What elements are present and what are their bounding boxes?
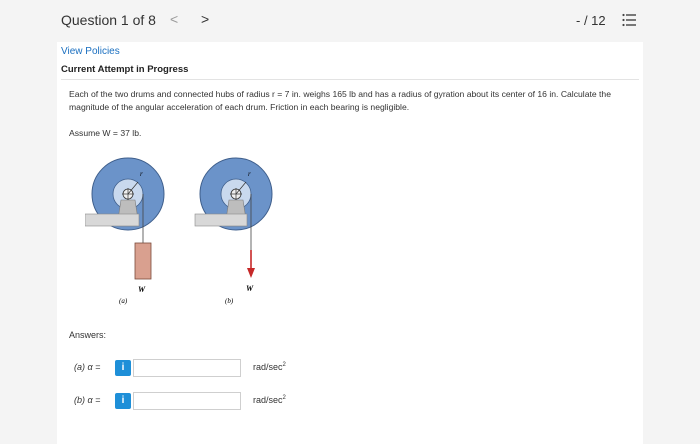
drum-b — [195, 158, 272, 250]
radius-label-b: r — [248, 170, 251, 178]
answer-input-b[interactable] — [133, 392, 241, 410]
unit-text-b: rad/sec — [253, 395, 283, 405]
drum-a — [85, 158, 164, 279]
unit-text-a: rad/sec — [253, 362, 283, 372]
attempt-status: Current Attempt in Progress — [61, 64, 189, 75]
assumption-text: Assume W = 37 lb. — [69, 128, 142, 138]
question-card — [57, 42, 643, 444]
weight-label-b: W — [246, 284, 254, 293]
radius-label-a: r — [140, 170, 143, 178]
next-question-button[interactable]: > — [201, 11, 210, 27]
answer-label-a: (a) α = — [74, 362, 101, 372]
force-arrow-b — [247, 250, 255, 278]
score-display: - / 12 — [576, 13, 606, 28]
view-policies-link[interactable]: View Policies — [61, 46, 120, 57]
question-header — [0, 0, 700, 42]
drum-diagram — [85, 154, 275, 314]
answer-label-b: (b) α = — [74, 395, 101, 405]
answers-heading: Answers: — [69, 330, 107, 340]
list-icon[interactable] — [622, 13, 636, 27]
answer-row-b — [69, 391, 329, 411]
unit-label-b — [253, 395, 286, 405]
question-title: Question 1 of 8 — [61, 12, 156, 28]
unit-exponent-a: 2 — [282, 362, 286, 368]
info-button-b[interactable]: i — [115, 393, 131, 409]
problem-statement: Each of the two drums and connected hubs of radius r = 7 in. weighs 165 lb and has a radius of gyration about its center of 16 in. Calculate the magnitude of the angular acceleration of each drum. Friction in each bearing is negligible. — [69, 89, 611, 112]
weight-label-a: W — [138, 285, 146, 294]
divider — [61, 79, 639, 80]
answer-input-a[interactable] — [133, 359, 241, 377]
figure-label-a: (a) — [119, 297, 128, 305]
figure-label-b: (b) — [225, 297, 234, 305]
unit-label-a — [253, 362, 286, 372]
answer-row-a — [69, 358, 329, 378]
previous-question-button[interactable]: < — [170, 11, 179, 27]
unit-exponent-b: 2 — [282, 395, 286, 401]
info-button-a[interactable]: i — [115, 360, 131, 376]
